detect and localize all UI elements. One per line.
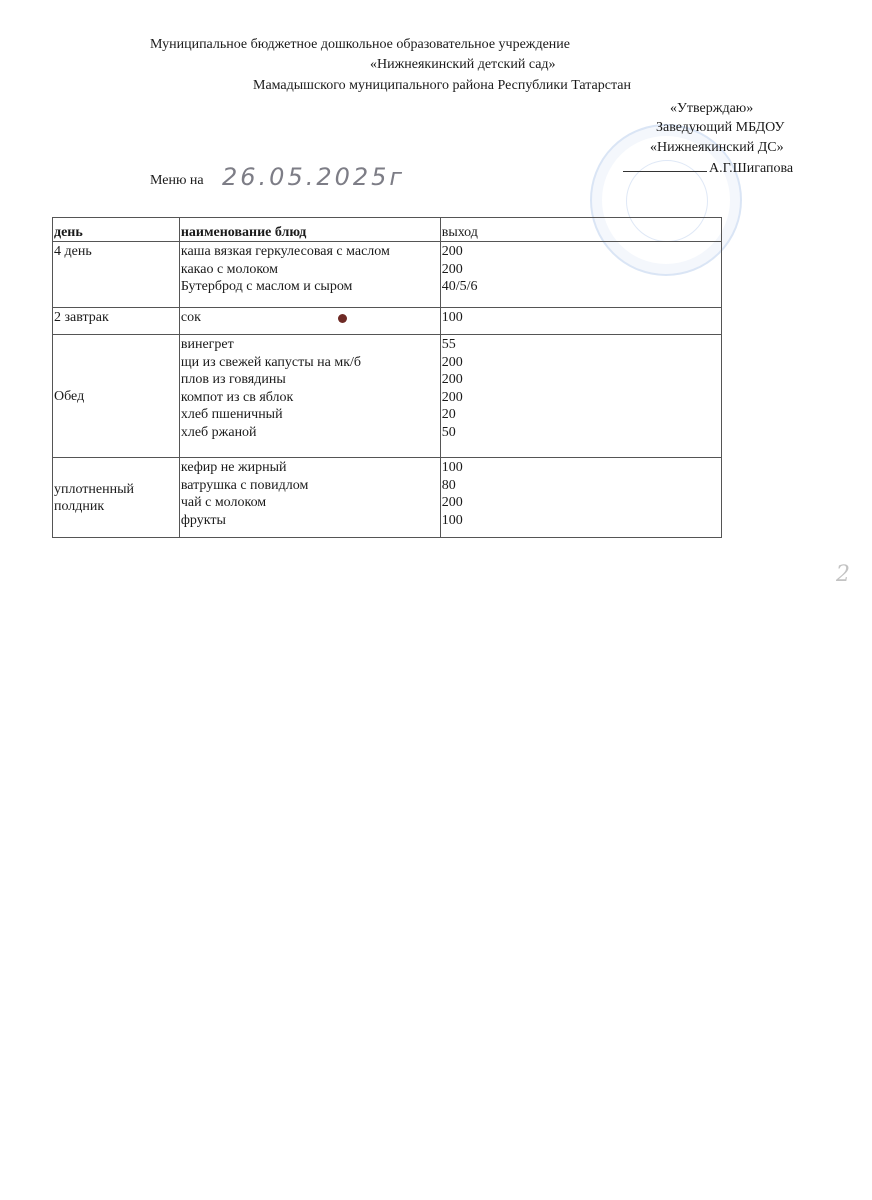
dish-name: хлеб ржаной xyxy=(180,424,257,440)
dish-cell xyxy=(179,458,440,538)
menu-table-body xyxy=(53,242,722,538)
output-value: 55 xyxy=(441,337,456,352)
header-output: выход xyxy=(440,218,721,242)
table-row xyxy=(53,458,722,538)
approval-title: «Утверждаю» xyxy=(670,101,754,116)
approval-signer: А.Г.Шигапова xyxy=(709,161,794,176)
meal-cell: 2 завтрак xyxy=(53,308,180,335)
dish-name: винегрет xyxy=(180,337,234,352)
header-dish: наименование блюд xyxy=(179,218,440,242)
dish-name: щи из свежей капусты на мк/б xyxy=(180,354,362,370)
dish-name: Бутерброд с маслом и сыром xyxy=(180,279,353,294)
output-value: 50 xyxy=(441,424,456,440)
approval-position: Заведующий МБДОУ xyxy=(656,120,785,135)
meal-cell: уплотненный полдник xyxy=(53,458,180,538)
dish-name: фрукты xyxy=(180,512,226,528)
output-value: 200 xyxy=(441,261,463,277)
dish-name: сок xyxy=(180,310,201,325)
table-row xyxy=(53,335,722,458)
page-number: 2 xyxy=(836,562,850,587)
output-value: 100 xyxy=(441,460,463,475)
menu-table xyxy=(52,217,722,538)
dish-name: плов из говядины xyxy=(180,372,286,387)
org-name-line-3: Мамадышского муниципального района Республики Татарстан xyxy=(253,78,631,93)
output-cell xyxy=(440,308,721,335)
dish-name: какао с молоком xyxy=(180,261,279,277)
output-value: 200 xyxy=(441,495,463,510)
org-name-line-1: Муниципальное бюджетное дошкольное образовательное учреждение xyxy=(150,37,570,52)
table-row xyxy=(53,308,722,335)
approval-signature xyxy=(623,160,793,177)
signature-line xyxy=(623,161,707,172)
ink-spot xyxy=(338,314,347,323)
menu-date-handwritten: 26.05.2025г xyxy=(222,163,406,191)
output-value: 100 xyxy=(441,310,463,325)
header-day: день xyxy=(53,218,180,242)
output-value: 20 xyxy=(441,407,456,422)
org-name-line-2: «Нижнеякинский детский сад» xyxy=(370,57,556,72)
output-value: 80 xyxy=(441,477,456,493)
dish-name: компот из св яблок xyxy=(180,389,294,405)
dish-name: хлеб пшеничный xyxy=(180,407,283,422)
output-value: 40/5/6 xyxy=(441,279,478,294)
meal-cell: Обед xyxy=(53,335,180,458)
output-value: 100 xyxy=(441,512,463,528)
output-cell xyxy=(440,335,721,458)
output-cell xyxy=(440,242,721,308)
output-value: 200 xyxy=(441,372,463,387)
meal-cell: 4 день xyxy=(53,242,180,308)
output-value: 200 xyxy=(441,354,463,370)
menu-label: Меню на xyxy=(150,173,204,188)
table-row xyxy=(53,242,722,308)
output-value: 200 xyxy=(441,244,463,259)
table-header-row xyxy=(53,218,722,242)
dish-cell xyxy=(179,242,440,308)
approval-organization: «Нижнеякинский ДС» xyxy=(650,140,784,155)
output-value: 200 xyxy=(441,389,463,405)
dish-cell xyxy=(179,308,440,335)
dish-name: кефир не жирный xyxy=(180,460,287,475)
output-cell xyxy=(440,458,721,538)
dish-name: чай с молоком xyxy=(180,495,267,510)
dish-cell xyxy=(179,335,440,458)
dish-name: ватрушка с повидлом xyxy=(180,477,309,493)
dish-name: каша вязкая геркулесовая с маслом xyxy=(180,244,390,259)
